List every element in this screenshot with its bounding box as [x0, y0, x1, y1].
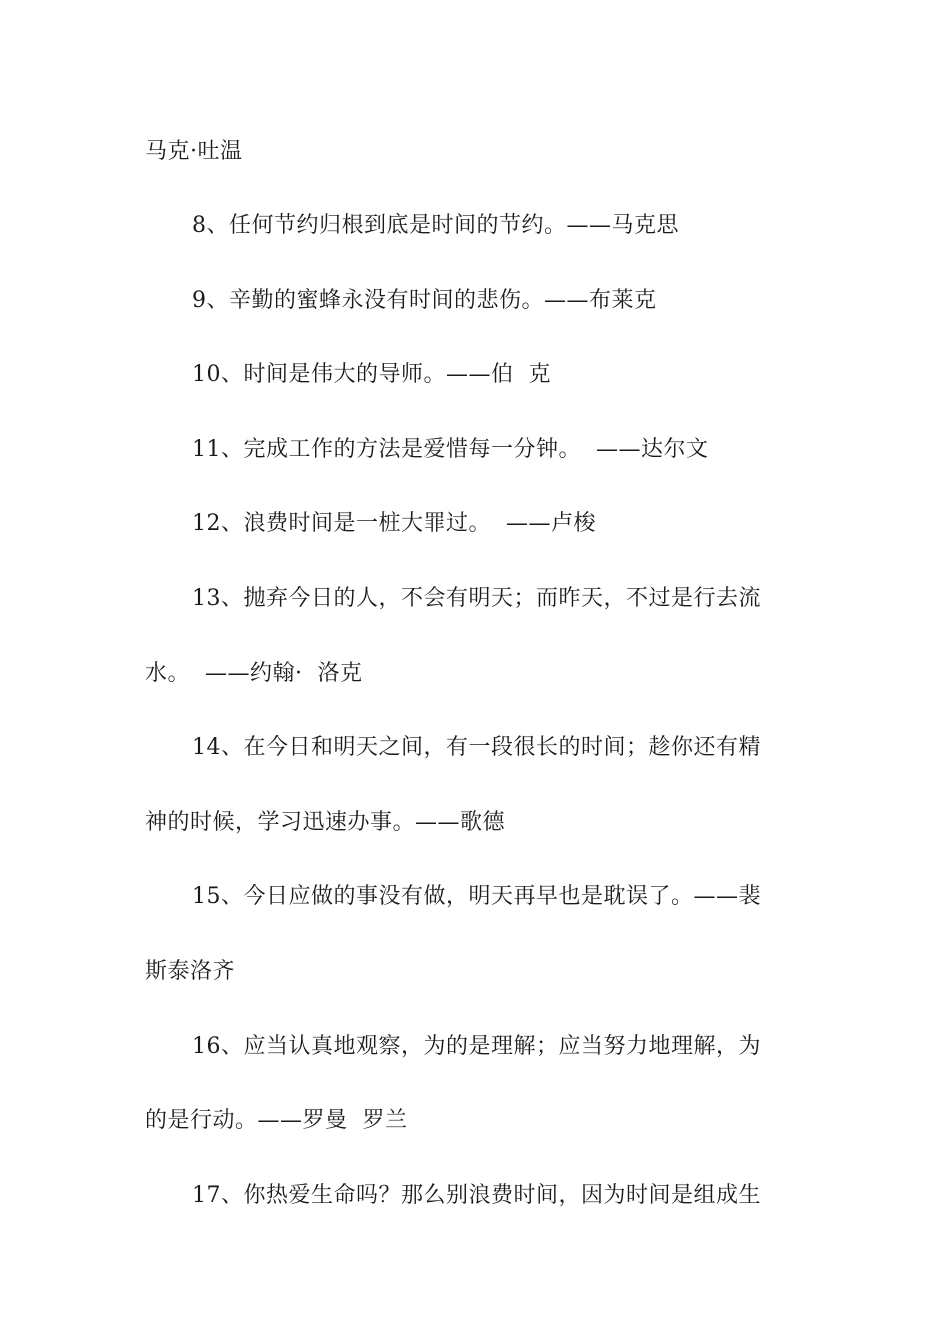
quote-10: 10、时间是伟大的导师。——伯 克 [192, 362, 551, 387]
quote-8: 8、任何节约归根到底是时间的节约。——马克思 [192, 213, 679, 238]
quote-13-continued: 水。 ——约翰· 洛克 [145, 661, 363, 686]
quote-12: 12、浪费时间是一桩大罪过。 ——卢梭 [192, 511, 596, 536]
quote-16-continued: 的是行动。——罗曼 罗兰 [145, 1108, 408, 1133]
quote-15-continued: 斯泰洛齐 [145, 959, 236, 984]
quote-17: 17、你热爱生命吗？那么别浪费时间，因为时间是组成生 [192, 1183, 761, 1208]
quote-14: 14、在今日和明天之间，有一段很长的时间；趁你还有精 [192, 735, 761, 760]
quote-13: 13、抛弃今日的人，不会有明天；而昨天，不过是行去流 [192, 586, 761, 611]
quote-16: 16、应当认真地观察，为的是理解；应当努力地理解，为 [192, 1034, 761, 1059]
quote-11: 11、完成工作的方法是爱惜每一分钟。 ——达尔文 [192, 437, 709, 462]
text-line-1: 马克·吐温 [145, 139, 243, 164]
quote-15: 15、今日应做的事没有做，明天再早也是耽误了。——裴 [192, 884, 761, 909]
quote-14-continued: 神的时候，学习迅速办事。——歌德 [145, 810, 506, 835]
quote-9: 9、辛勤的蜜蜂永没有时间的悲伤。——布莱克 [192, 288, 657, 313]
